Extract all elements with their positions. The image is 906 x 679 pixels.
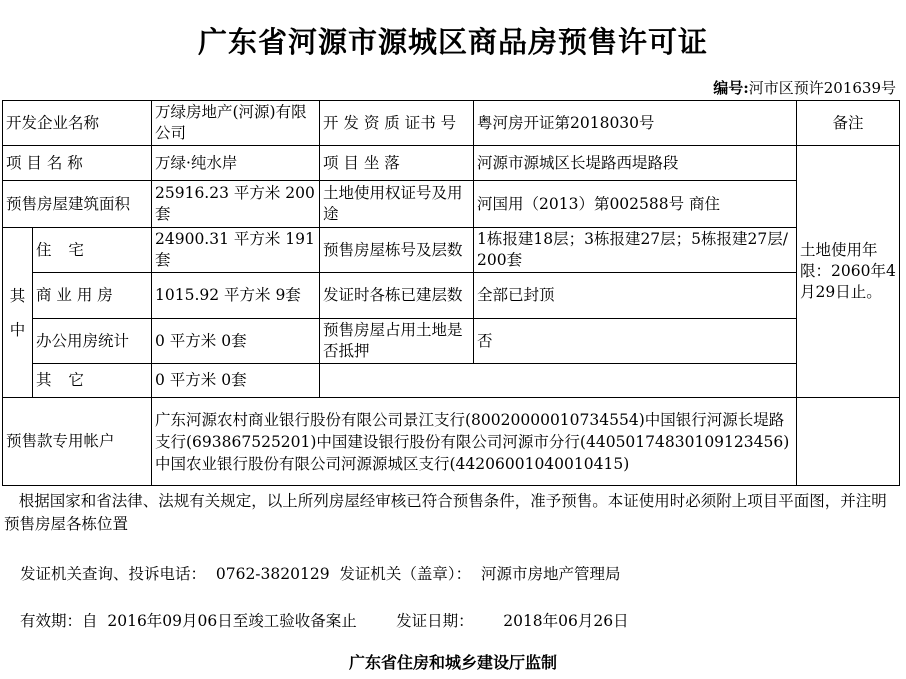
qualification-value: 粤河房开证第2018030号 [474, 101, 797, 146]
office-value: 0 平方米 0套 [152, 319, 320, 364]
permit-table [2, 100, 900, 486]
building-no-value: 1栋报建18层；3栋报建27层；5栋报建27层/200套 [474, 228, 797, 273]
other-value: 0 平方米 0套 [152, 364, 320, 398]
land-cert-label: 土地使用权证号及用途 [320, 181, 474, 228]
project-name-value: 万绿·纯水岸 [152, 146, 320, 181]
qualification-label: 开 发 资 质 证书 号 [320, 101, 474, 146]
mortgage-value: 否 [474, 319, 797, 364]
certificate-number-label: 编号: [713, 79, 749, 97]
built-floors-label: 发证时各栋已建层数 [320, 273, 474, 319]
certificate-number [713, 77, 896, 98]
of-which-label: 其中 [3, 228, 33, 398]
project-location-value: 河源市源城区长堤路西堤路段 [474, 146, 797, 181]
presale-area-value: 25916.23 平方米 200套 [152, 181, 320, 228]
mortgage-label: 预售房屋占用土地是否抵押 [320, 319, 474, 364]
developer-label: 开发企业名称 [3, 101, 152, 146]
presale-area-label: 预售房屋建筑面积 [3, 181, 152, 228]
commercial-label: 商 业 用 房 [33, 273, 152, 319]
office-label: 办公用房统计 [33, 319, 152, 364]
certificate-title: 广东省河源市源城区商品房预售许可证 [197, 25, 708, 59]
account-value: 广东河源农村商业银行股份有限公司景江支行(80020000010734554)中国银行河源长堤路支行(693867525201)中国建设银行股份有限公司河源市分行(44050174830109123456)中国农业银行股份有限公司河源源城区支行(44206001040010415) [152, 398, 797, 486]
supervisor-footer: 广东省住房和城乡建设厅监制 [348, 653, 557, 672]
certificate-number-value: 河市区预许201639号 [748, 79, 896, 97]
project-location-label: 项 目 坐 落 [320, 146, 474, 181]
other-label: 其 它 [33, 364, 152, 398]
building-no-label: 预售房屋栋号及层数 [320, 228, 474, 273]
project-name-label: 项 目 名 称 [3, 146, 152, 181]
residential-label: 住 宅 [33, 228, 152, 273]
account-remarks-empty [797, 398, 900, 486]
account-label: 预售款专用帐户 [3, 398, 152, 486]
land-cert-value: 河国用（2013）第002588号 商住 [474, 181, 797, 228]
validity-line: 有效期：自 2016年09月06日至竣工验收备案止 发证日期： 2018年06月26日 [20, 612, 629, 630]
commercial-value: 1015.92 平方米 9套 [152, 273, 320, 319]
approval-statement: 根据国家和省法律、法规有关规定，以上所列房屋经审核已符合预售条件，准予预售。本证使用时必须附上项目平面图，并注明预售房屋各栋位置 [4, 492, 887, 533]
issuing-authority-line: 发证机关查询、投诉电话： 0762-3820129 发证机关（盖章）： 河源市房地产管理局 [20, 565, 621, 583]
remarks-label: 备注 [797, 101, 900, 146]
developer-value: 万绿房地产(河源)有限公司 [152, 101, 320, 146]
built-floors-value: 全部已封顶 [474, 273, 797, 319]
empty-cell [320, 364, 797, 398]
residential-value: 24900.31 平方米 191套 [152, 228, 320, 273]
remarks-value: 土地使用年限：2060年4月29日止。 [797, 146, 900, 398]
